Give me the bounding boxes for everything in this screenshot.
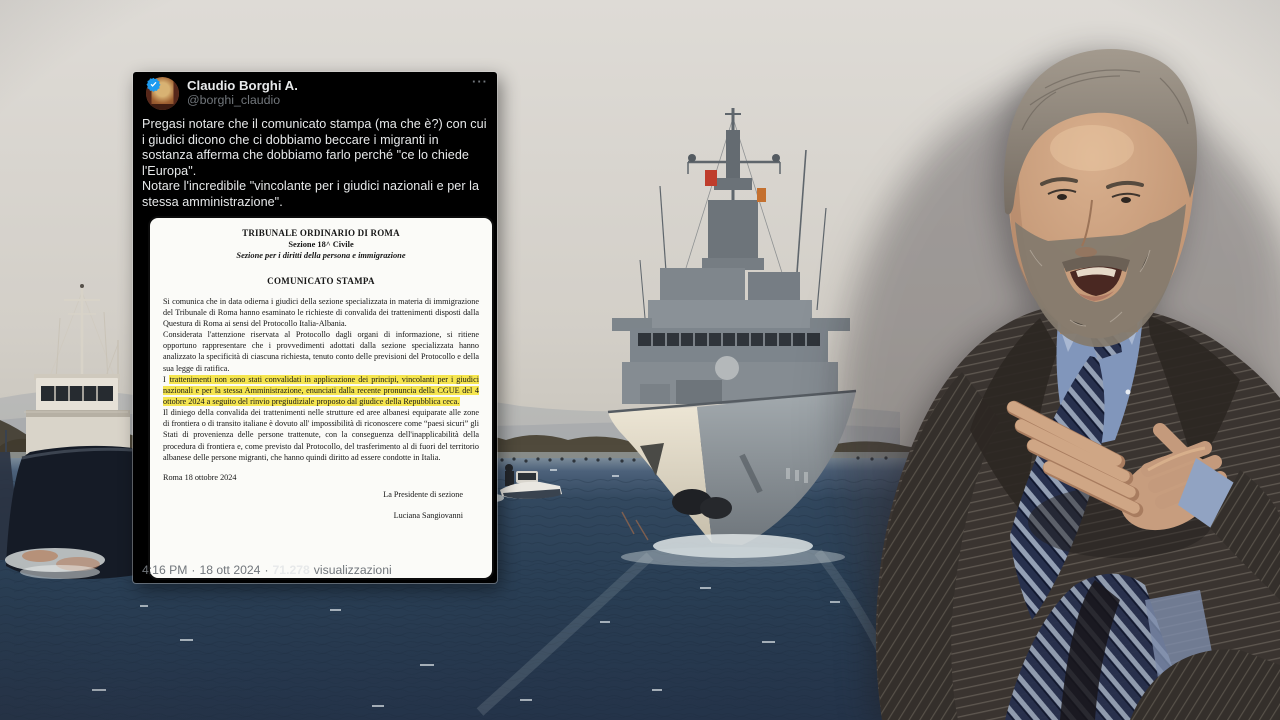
tweet-text-paragraph-2: Notare l'incredibile "vincolante per i giudici nazionali e per la stessa amministrazione". <box>142 179 480 209</box>
document-header <box>163 228 479 286</box>
document-title: COMUNICATO STAMPA <box>267 275 375 286</box>
press-release-attachment[interactable] <box>148 216 494 580</box>
views-count: 71.278 <box>272 563 310 577</box>
verified-icon <box>146 77 161 92</box>
document-subsection: Sezione per i diritti della persona e immigrazione <box>236 250 406 260</box>
views-label: visualizzazioni <box>313 563 392 577</box>
tweet-date: 18 ott 2024 <box>199 563 261 577</box>
more-button[interactable] <box>472 74 488 89</box>
highlighted-passage: trattenimenti non sono stati convalidati in applicazione dei principi, vincolanti per i giudici nazionali e per la stessa Amministrazione, enunciati dalla recente pronuncia della CGUE del 4 ottobre 2024 a seguito del rinvio pregiudiziale proposto dal giudice della Repubblica ceca. <box>163 374 479 406</box>
author-name[interactable]: Claudio Borghi A. <box>187 78 298 93</box>
signature-name: Luciana Sangiovanni <box>393 510 463 520</box>
tweet-text <box>142 117 488 211</box>
tweet-meta <box>142 563 392 577</box>
document-paragraph-3 <box>163 374 479 407</box>
tweet-time: 4:16 PM <box>142 563 188 577</box>
tweet-text-paragraph-1: Pregasi notare che il comunicato stampa (ma che è?) con cui i giudici dicono che ci dobbiamo beccare i migranti in sostanza afferma che dobbiamo farlo perché "ce lo chiede l'Europa". <box>142 117 487 178</box>
document-paragraph-4: Il diniego della convalida dei trattenimenti nelle strutture ed aree albanesi equiparate alle zone di frontiera o di transito italiane è dovuto all' impossibilità di riconoscere come “paesi sicuri” gli Stati di provenienza delle persone trattenute, con la conseguenza dell'inapplicabilità della procedura di frontiera e, come previsto dal Protocollo, del trasferimento al di fuori del territorio albanese delle persone migranti, che hanno quindi diritto ad essere condotte in Italia. <box>163 408 479 462</box>
meta-separator: · <box>191 563 196 577</box>
document-place-date: Roma 18 ottobre 2024 <box>163 472 237 482</box>
author-handle[interactable]: @borghi_claudio <box>187 93 281 108</box>
meta-separator: · <box>264 563 269 577</box>
document-court: TRIBUNALE ORDINARIO DI ROMA <box>242 227 400 238</box>
document-paragraph-1: Si comunica che in data odierna i giudici della sezione specializzata in materia di immigrazione del Tribunale di Roma hanno esaminato le richieste di convalida dei trattenimenti disposti dalla Questura di Roma ai sensi del Protocollo Italia-Albania. <box>163 296 479 328</box>
document-signature <box>163 490 479 520</box>
signature-role: La Presidente di sezione <box>383 489 463 499</box>
ellipsis-icon: ··· <box>472 74 488 89</box>
paragraph-3-prefix: I <box>163 374 169 384</box>
tweet-header <box>146 74 488 113</box>
document-section: Sezione 18^ Civile <box>288 239 354 249</box>
tweet-card[interactable] <box>133 72 497 583</box>
document-body <box>163 296 479 463</box>
document-paragraph-2: Considerata l'attenzione riservata al Protocollo dagli organi di informazione, si ritiene opportuno rappresentare che i provvedimenti adottati dalla sezione specializzata hanno analizzato la specificità di ciascuna richiesta, tenuto conto delle previsioni del Protocollo e della sua legge di ratifica. <box>163 330 479 373</box>
